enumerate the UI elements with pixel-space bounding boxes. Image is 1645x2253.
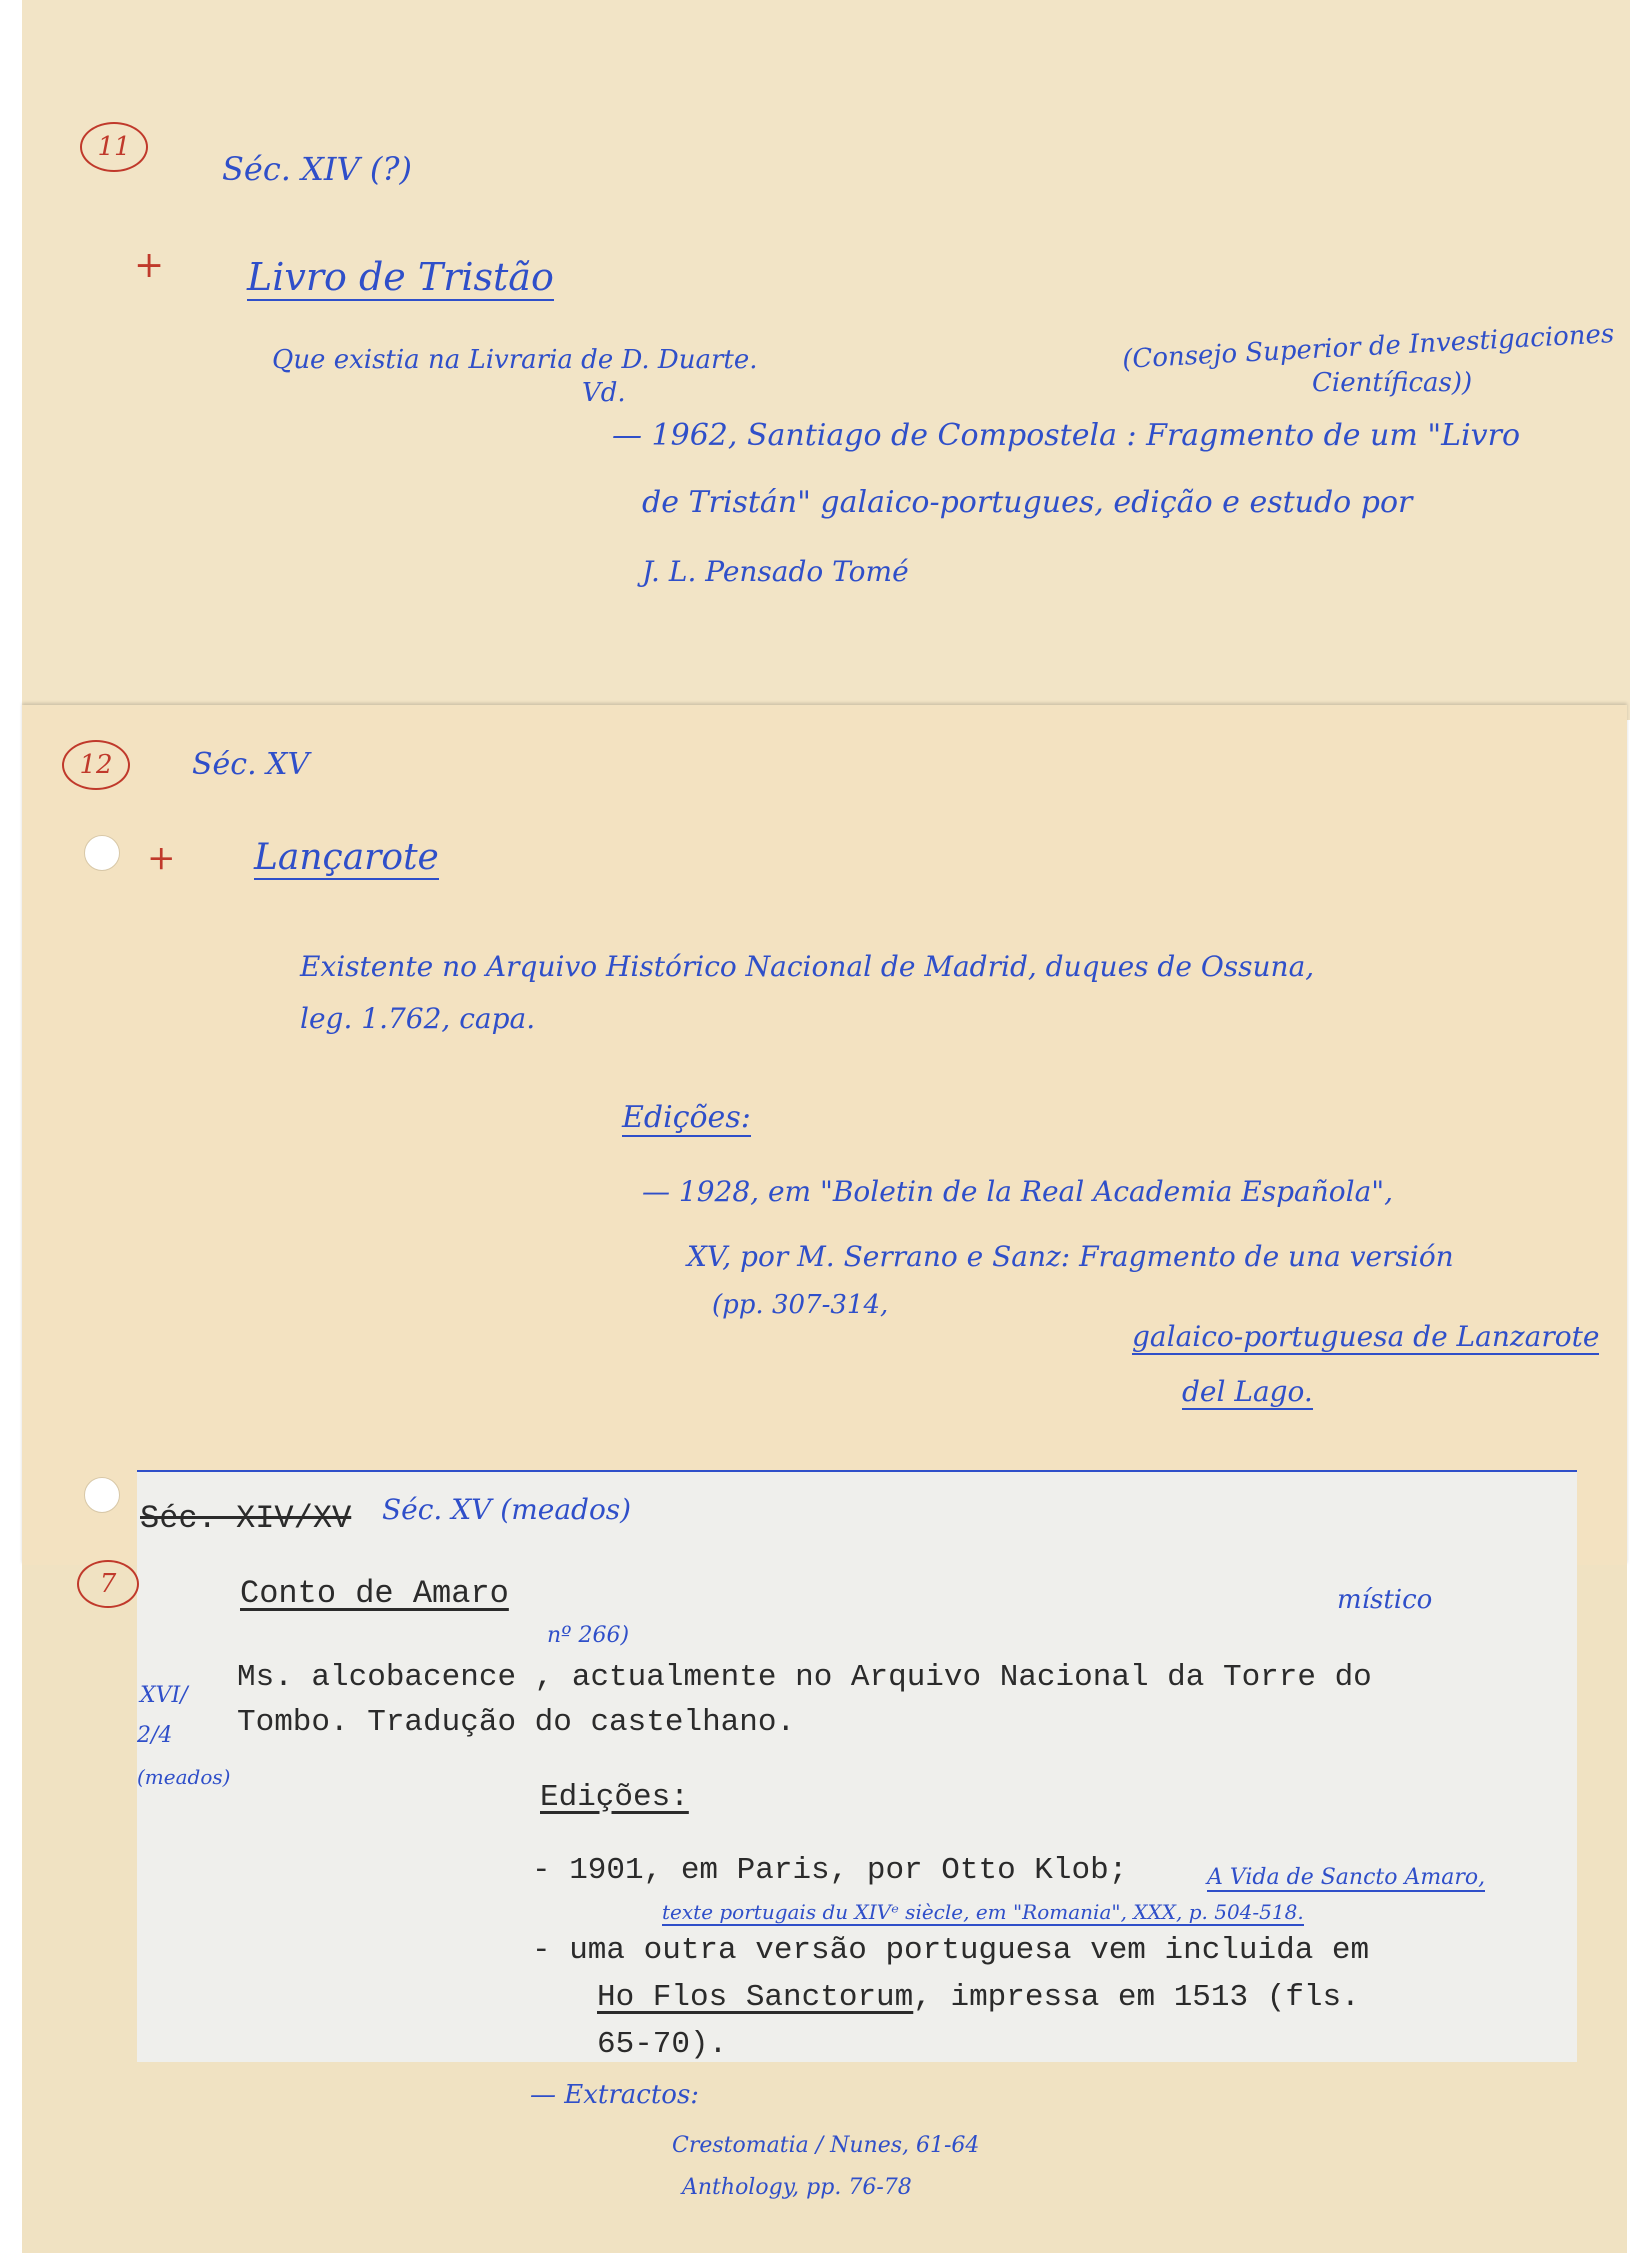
location-text-2: leg. 1.762, capa. [300, 1002, 536, 1035]
reference-line-1: — 1962, Santiago de Compostela : Fragmento de um "Livro [612, 418, 1521, 453]
punch-hole [84, 1477, 120, 1513]
extract-line-1: Crestomatia / Nunes, 61-64 [672, 2133, 980, 2158]
century-label: Séc. XIV (?) [222, 150, 412, 188]
genre-note: místico [1337, 1585, 1433, 1615]
card-number-badge: 7 [77, 1560, 139, 1608]
century-typed: Séc. XIV/XV [140, 1500, 352, 1537]
century-label: Séc. XV [192, 747, 310, 782]
vd-label: Vd. [582, 378, 626, 408]
edition-line-1: — 1928, em "Boletin de la Real Academia Española", [642, 1175, 1394, 1208]
extract-line-2: Anthology, pp. 76-78 [682, 2175, 912, 2200]
reference-line-2: de Tristán" galaico-portugues, edição e estudo por [642, 485, 1413, 520]
manuscript-line-1: Ms. alcobacence , actualmente no Arquivo Nacional da Torre do [237, 1660, 1372, 1695]
card-title: Lançarote [254, 837, 439, 878]
edition-pages: (pp. 307-314, [712, 1290, 889, 1320]
editions-label: Edições: [622, 1100, 751, 1135]
edition-line-3 [597, 1980, 1360, 2015]
margin-note-3: (meados) [137, 1765, 231, 1789]
margin-note-1: XVI/ [140, 1683, 188, 1708]
editions-label: Edições: [540, 1780, 689, 1815]
century-handwritten: Séc. XV (meados) [382, 1493, 632, 1526]
publisher-note: (Consejo Superior de Investigaciones [1121, 319, 1615, 375]
card-3 [22, 1493, 1627, 2253]
margin-note-2: 2/4 [137, 1723, 173, 1748]
edition-line-5: del Lago. [1182, 1375, 1313, 1408]
card-number-badge: 12 [62, 740, 130, 790]
location-text: Existente no Arquivo Histórico Nacional de Madrid, duques de Ossuna, [300, 950, 1315, 983]
edition-note-1: A Vida de Sancto Amaro, [1207, 1865, 1486, 1890]
reference-author: J. L. Pensado Tomé [642, 555, 909, 588]
edition-line-3-rest: , impressa em 1513 (fls. [913, 1980, 1360, 2015]
edition-line-2: XV, por M. Serrano e Sanz: Fragmento de una versión [687, 1240, 1454, 1273]
edition-line-1: - 1901, em Paris, por Otto Klob; [532, 1853, 1128, 1888]
card-1 [22, 0, 1630, 720]
edition-line-4: galaico-portuguesa de Lanzarote [1132, 1320, 1600, 1353]
location-text: Que existia na Livraria de D. Duarte. [272, 345, 758, 375]
card-2 [22, 705, 1627, 1565]
card-number-badge: 11 [80, 122, 148, 172]
edition-line-2: - uma outra versão portuguesa vem incluida em [532, 1933, 1370, 1968]
plus-mark: + [134, 245, 165, 286]
edition-line-4: 65-70). [597, 2027, 728, 2062]
ms-number: nº 266) [547, 1623, 630, 1648]
card-title: Conto de Amaro [240, 1575, 509, 1612]
edition-note-2: texte portugais du XIVᵉ siècle, em "Romania", XXX, p. 504-518. [662, 1900, 1304, 1924]
card-title: Livro de Tristão [247, 255, 554, 299]
manuscript-line-2: Tombo. Tradução do castelhano. [237, 1705, 796, 1740]
punch-hole [84, 835, 120, 871]
plus-mark: + [147, 838, 176, 878]
typed-slip [137, 1470, 1577, 2062]
extracts-label: — Extractos: [530, 2080, 700, 2110]
work-title: Ho Flos Sanctorum [597, 1980, 914, 2015]
publisher-note-2: Científicas)) [1312, 368, 1473, 398]
